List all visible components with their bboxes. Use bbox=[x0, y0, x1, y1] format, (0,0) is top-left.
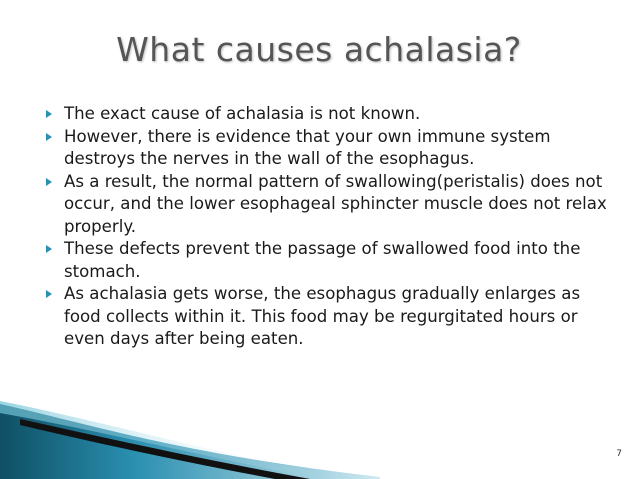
decorative-swoosh bbox=[0, 399, 380, 479]
bullet-text: The exact cause of achalasia is not known. bbox=[64, 104, 421, 123]
triangle-bullet-icon bbox=[46, 133, 52, 141]
triangle-bullet-icon bbox=[46, 110, 52, 118]
bullet-list bbox=[46, 103, 621, 351]
bullet-text: However, there is evidence that your own immune system destroys the nerves in the wall of the esophagus. bbox=[64, 126, 551, 168]
triangle-bullet-icon bbox=[46, 245, 52, 253]
bullet-item bbox=[46, 171, 621, 239]
bullet-item bbox=[46, 238, 621, 283]
bullet-item bbox=[46, 103, 621, 126]
triangle-bullet-icon bbox=[46, 290, 52, 298]
bullet-text: These defects prevent the passage of swallowed food into the stomach. bbox=[64, 239, 581, 281]
bullet-item bbox=[46, 126, 621, 171]
triangle-bullet-icon bbox=[46, 178, 52, 186]
bullet-text: As a result, the normal pattern of swallowing(peristalis) does not occur, and the lower esophageal sphincter muscle does not relax properly. bbox=[64, 171, 607, 236]
bullet-text: As achalasia gets worse, the esophagus gradually enlarges as food collects within it. This food may be regurgitated hours or even days after being eaten. bbox=[64, 284, 581, 348]
slide-title: What causes achalasia? bbox=[116, 30, 522, 69]
bullet-item bbox=[46, 283, 621, 351]
page-number: 7 bbox=[616, 449, 622, 459]
